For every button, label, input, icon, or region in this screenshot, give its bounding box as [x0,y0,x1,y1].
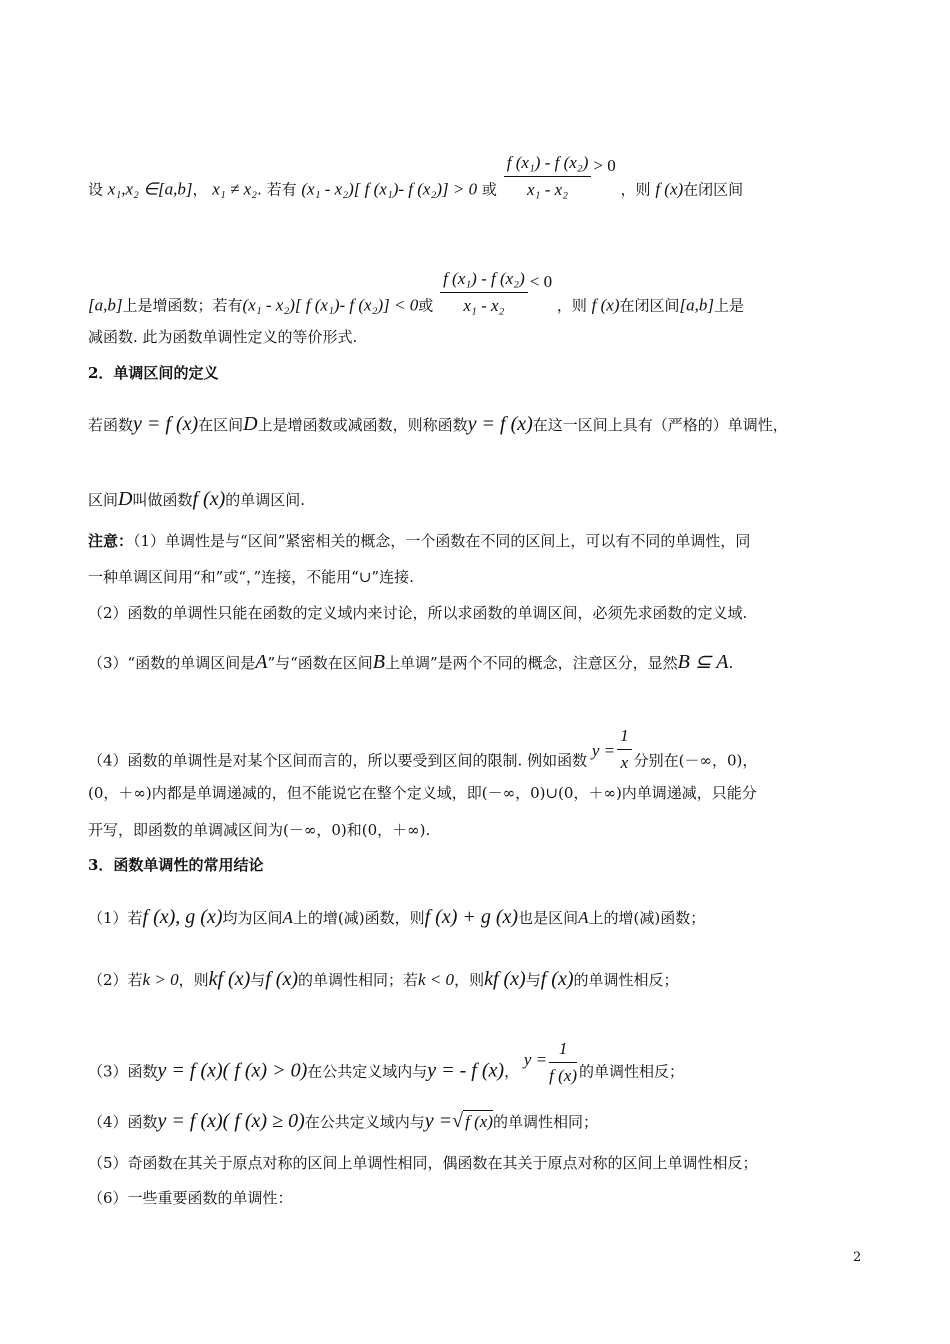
text: ，则 [556,296,587,315]
note-line-6: (0，＋∞)内都是单调递减的，但不能说它在整个定义域，即(－∞，0)∪(0，＋∞)内单调递减，只能分 [88,784,757,802]
note-line-1 [88,530,750,552]
text: 均为区间 [222,909,283,927]
sqrt-sign: √ [452,1110,464,1132]
text: 上是增函数；若有 [122,296,243,315]
text: 区间 [88,491,119,509]
math-relation: < 0 [529,271,553,291]
math-x1-x2-in-ab: x₁,x₂ ∈[a,b] [107,179,193,199]
math-A: A [255,651,268,673]
text: （4）函数的单调性是对某个区间而言的，所以要受到区间的限制. 例如函数 [88,751,588,770]
math-product-positive: (x₁ - x₂)[ f (x₁)- f (x₂)] > 0 [301,179,478,199]
fraction-denominator: x₁ - x₂ [527,180,569,199]
text: （2）若 [88,971,143,989]
text: 上是 [714,296,745,315]
reciprocal-fx-fraction [549,1038,577,1087]
monotonic-interval-line-2 [88,488,305,511]
text: 上的增(减)函数，则 [292,909,425,927]
math-y-eq-fx-nonneg: y = f (x)( f (x) ≥ 0) [157,1110,305,1132]
text: 与 [250,971,266,989]
section-heading-3: 3．函数单调性的常用结论 [88,856,264,874]
math-A: A [282,908,293,927]
note-line-2: 一种单调区间用“和”或“，”连接，不能用“∪”连接. [88,568,414,586]
text: （3）“函数的单调区间是 [88,654,256,672]
math-fx-gx: f (x), g (x) [142,906,223,928]
text: （3）函数 [88,1062,158,1081]
math-fx: f (x) [655,179,684,199]
math-kfx: kf (x) [484,968,526,990]
fraction-numerator: 1 [549,1038,577,1063]
text: 或 [418,296,434,315]
note-line-3: （2）函数的单调性只能在函数的定义域内来讨论，所以求函数的单调区间，必须先求函数的定义域. [88,604,748,622]
text: 在闭区间 [619,296,680,315]
math-interval-ab: [a,b] [679,295,714,315]
math-k-positive: k > 0 [142,970,179,989]
text: 在公共定义域内与 [307,1062,428,1081]
note-line-5 [88,726,758,786]
math-y-eq-fx: y = f (x) [467,413,533,435]
text: 分别在(－∞，0)， [633,751,758,770]
text: （1）若 [88,909,143,927]
page-number: 2 [853,1250,862,1265]
text: 的单调性相同； [492,1113,598,1131]
conclusion-5: （5）奇函数在其关于原点对称的区间上单调性相同，偶函数在其关于原点对称的区间上单调性相反； [88,1154,758,1172]
math-relation: > 0 [593,155,616,175]
math-D: D [118,488,133,510]
text: 或 [481,180,497,199]
note-line-7: 开写，即函数的单调减区间为(－∞，0)和(0，＋∞). [88,821,431,839]
math-x1-neq-x2: x₁ ≠ x₂ [212,179,258,199]
math-fx: f (x) [192,488,226,510]
math-kfx: kf (x) [208,968,251,990]
text: ， [192,180,208,199]
text: . [728,654,734,672]
conclusion-3 [88,1039,684,1097]
math-fx-plus-gx: f (x) + g (x) [424,906,519,928]
text: ， [504,1062,520,1081]
fraction-denominator: x₁ - x₂ [463,296,505,315]
text: ”与“函数在区间 [267,654,373,672]
fraction-denominator: x [620,753,629,772]
text: ，则 [178,971,209,989]
monotonic-interval-line-1 [88,413,788,436]
fraction-numerator: f (x₁) - f (x₂) [440,268,528,293]
math-D: D [243,413,258,435]
note-line-4 [88,651,733,674]
text: （4）函数 [88,1113,158,1131]
math-k-negative: k < 0 [418,970,455,989]
fraction-denominator: f (x) [549,1066,577,1085]
text: 若函数 [88,416,134,434]
math-fx: f (x) [265,968,299,990]
math-A: A [578,908,589,927]
text: 上的增(减)函数； [588,909,706,927]
math-y-eq-neg-fx: y = - f (x) [427,1059,505,1082]
text: 在这一区间上具有（严格的）单调性， [532,416,788,434]
fraction-numerator: 1 [617,725,632,750]
definition-line-2 [88,269,745,331]
math-y-eq: y = [591,740,616,760]
math-sqrt-fx: f (x) [465,1112,493,1131]
text: ，则 [620,180,651,199]
math-y-eq-fx-positive: y = f (x)( f (x) > 0) [157,1059,308,1082]
text: 的单调性相反； [578,1062,684,1081]
conclusion-6: （6）一些重要函数的单调性： [88,1189,293,1207]
text: 上是增函数或减函数，则称函数 [257,416,468,434]
conclusion-1 [88,906,705,929]
section-heading-2: 2．单调区间的定义 [88,364,219,382]
math-product-negative: (x₁ - x₂)[ f (x₁)- f (x₂)] < 0 [242,295,419,315]
difference-quotient-fraction [504,152,592,201]
definition-line-3: 减函数. 此为函数单调性定义的等价形式. [88,328,358,346]
conclusion-4 [88,1110,598,1133]
text: 上单调”是两个不同的概念，注意区分，显然 [385,654,678,672]
text: 与 [525,971,541,989]
math-B: B [372,651,385,673]
text: 的单调性相同；若 [298,971,419,989]
note-label: 注意： [88,532,134,550]
math-B-subset-A: B ⊆ A [677,651,729,673]
definition-line-1 [88,153,744,215]
reciprocal-fraction [617,725,632,774]
math-interval-ab: [a,b] [88,295,123,315]
math-fx: f (x) [591,295,620,315]
text: ，则 [454,971,485,989]
text: 的单调区间. [225,491,306,509]
text: 也是区间 [518,909,579,927]
text: 在公共定义域内与 [304,1113,425,1131]
text: 的单调性相反； [573,971,679,989]
text: 叫做函数 [132,491,193,509]
text: 设 [88,180,104,199]
difference-quotient-fraction [440,268,528,317]
conclusion-2 [88,968,679,991]
text: 在闭区间 [683,180,744,199]
text: 在区间 [198,416,244,434]
math-y-eq: y = [424,1110,453,1132]
text: （1）单调性是与“区间”紧密相关的概念，一个函数在不同的区间上，可以有不同的单调性，同 [133,532,751,550]
text: . 若有 [257,180,297,199]
math-y-eq: y = [523,1049,548,1069]
fraction-numerator: f (x₁) - f (x₂) [504,152,592,177]
math-y-eq-fx: y = f (x) [133,413,199,435]
math-fx: f (x) [540,968,574,990]
